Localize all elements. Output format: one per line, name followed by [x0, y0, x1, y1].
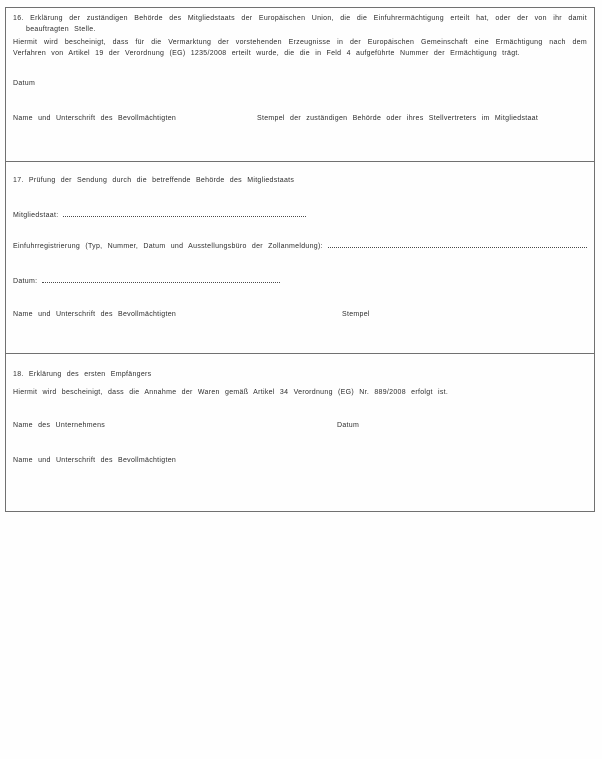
section-18-number: 18.: [13, 371, 24, 378]
section-17-signature-label: Name und Unterschrift des Bevollmächtigten: [13, 311, 177, 318]
date-dotted-line: [42, 276, 280, 283]
import-registration-label: Einfuhrregistrierung (Typ, Nummer, Datum und Ausstellungsbüro der Zollanmeldung):: [13, 243, 323, 250]
section-18: [6, 354, 594, 511]
section-17-number: 17.: [13, 177, 24, 184]
import-registration-field-row: [13, 241, 587, 250]
section-16-signature-label: Name und Unterschrift des Bevollmächtigten: [13, 115, 177, 122]
section-18-heading: [13, 369, 587, 380]
section-17-signature-row: [13, 311, 587, 318]
company-row: [13, 422, 587, 429]
section-17-stamp-label: Stempel: [342, 311, 370, 318]
section-18-date-label: Datum: [337, 422, 360, 429]
import-registration-dotted-line: [328, 241, 587, 248]
form-table: [5, 7, 595, 512]
member-state-label: Mitgliedstaat:: [13, 212, 59, 219]
section-17-title: Prüfung der Sendung durch die betreffende Behörde des Mitgliedstaats: [28, 177, 295, 184]
section-17: [6, 162, 594, 354]
section-18-title: Erklärung des ersten Empfängers: [28, 371, 152, 378]
section-16-title: Erklärung der zuständigen Behörde des Mitgliedstaats der Europäischen Union, die die Einfuhrermächtigung erteilt hat, oder der von ihr damit beauftragten Stelle.: [26, 15, 587, 33]
section-16-heading: [13, 13, 587, 35]
section-18-signature-label: Name und Unterschrift des Bevollmächtigten: [13, 457, 177, 464]
section-17-date-label: Datum:: [13, 278, 38, 285]
section-16-stamp-label: Stempel der zuständigen Behörde oder ihres Stellvertreters im Mitgliedstaat: [257, 115, 539, 122]
section-16: [6, 8, 594, 162]
section-17-heading: [13, 175, 587, 186]
section-16-declaration-text: Hiermit wird bescheinigt, dass für die Vermarktung der vorstehenden Erzeugnisse in der Europäischen Gemeinschaft eine Ermächtigung nach dem Verfahren von Artikel 19 der Verordnung (EG) 1235/2008 erteilt wurde, die die in Feld 4 aufgeführte Nummer der Ermächtigung trägt.: [13, 39, 587, 57]
section-18-declaration-text: Hiermit wird bescheinigt, dass die Annahme der Waren gemäß Artikel 34 Verordnung (EG) Nr. 889/2008 erfolgt ist.: [13, 389, 449, 396]
section-16-date-label: Datum: [13, 80, 36, 87]
section-16-number: 16.: [13, 15, 24, 22]
company-name-label: Name des Unternehmens: [13, 422, 106, 429]
member-state-dotted-line: [63, 210, 306, 217]
section-16-signature-row: [13, 115, 587, 122]
member-state-field-row: [13, 210, 587, 219]
date-field-row: [13, 276, 587, 285]
